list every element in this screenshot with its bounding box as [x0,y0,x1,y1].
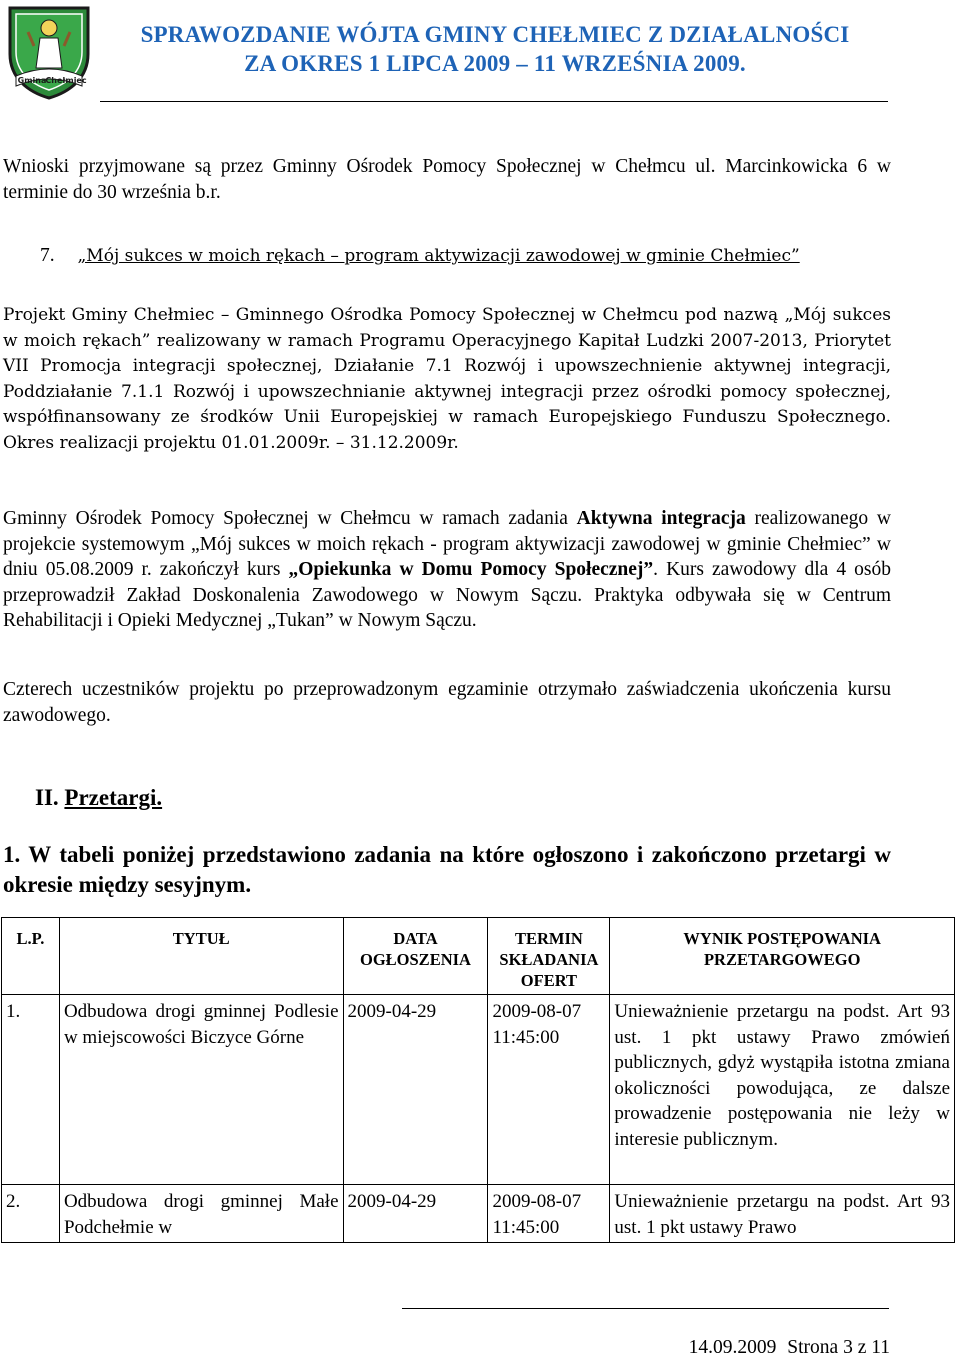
section-heading [35,785,162,811]
cell-result: Unieważnienie przetargu na podst. Art 93 ust. 1 pkt ustawy Prawo zmówień publicznych, gdyż wystąpiła istotna zmiana okoliczności powodująca, ze dalsze prowadzenie postępowania nie leży w interesie publicznym. [610,995,955,1185]
cell-title: Odbudowa drogi gminnej Małe Podchełmie w [59,1185,343,1243]
course-task-name: Aktywna integracja [576,508,746,529]
footer-divider [402,1308,889,1309]
course-text-e: . Kurs zawodowy dla 4 osób przeprowadził Zakład Doskonalenia Zawodowego w Nowym Sączu. Praktyka odbywała się w Centrum Rehabilitacji i Opieki Medycznej „Tukan” w Nowym Sączu. [3,559,891,631]
footer-date: 14.09.2009 [688,1337,777,1358]
table-header-row [2,918,955,995]
cell-title: Odbudowa drogi gminnej Podlesie w miejscowości Biczyce Górne [59,995,343,1185]
cell-lp: 2. [2,1185,60,1243]
paragraph-applications: Wnioski przyjmowane są przez Gminny Ośrodek Pomocy Społecznej w Chełmcu ul. Marcinkowicka 6 w terminie do 30 września b.r. [3,156,891,203]
paragraph-participants: Czterech uczestników projektu po przeprowadzonym egzaminie otrzymało zaświadczenia ukończenia kursu zawodowego. [3,679,891,726]
tenders-table [1,917,955,1243]
section-title: Przetargi. [64,785,163,810]
title-line-2: ZA OKRES 1 LIPCA 2009 – 11 WRZEŚNIA 2009. [244,51,746,76]
col-header-deadline: TERMIN SKŁADANIA OFERT [488,918,610,995]
table-row [2,995,955,1185]
course-text-c: realizowanego w projekcie systemowym „Mój sukces w moich rękach - program aktywizacji zawodowej w gminie Chełmiec” w dniu 05.08.2009 r. zakończył kurs [3,508,891,580]
page-header [0,0,960,105]
document-title [100,20,890,78]
cell-announce-date: 2009-04-29 [343,1185,488,1243]
paragraph-project: Projekt Gminy Chełmiec – Gminnego Ośrodka Pomocy Społecznej w Chełmcu pod nazwą „Mój sukces w moich rękach” realizowany w ramach Programu Operacyjnego Kapitał Ludzki 2007-2013, Priorytet VII Promocja integracji społecznej, Działanie 7.1 Rozwój i upowszechnienie aktywnej integracji, Poddziałanie 7.1.1 Rozwój i upowszechnianie aktywnej integracji przez ośrodki pomocy społecznej, współfinansowany ze środków Unii Europejskiej w ramach Europejskiego Funduszu Społecznego. Okres realizacji projektu 01.01.2009r. – 31.12.2009r. [3,305,891,453]
cell-result: Unieważnienie przetargu na podst. Art 93 ust. 1 pkt ustawy Prawo [610,1185,955,1243]
title-line-1: SPRAWOZDANIE WÓJTA GMINY CHEŁMIEC Z DZIAŁALNOŚCI [140,22,850,47]
cell-deadline: 2009-08-07 11:45:00 [488,1185,610,1243]
crest-text-right: Chełmiec [45,76,87,85]
col-header-result: WYNIK POSTĘPOWANIA PRZETARGOWEGO [610,918,955,995]
col-header-announce-date: DATA OGŁOSZENIA [343,918,488,995]
paragraph-course [3,506,891,634]
course-text-a: Gminny Ośrodek Pomocy Społecznej w Chełmcu w ramach zadania [3,508,577,529]
cell-deadline: 2009-08-07 11:45:00 [488,995,610,1185]
crest-text-left: Gmina [17,76,47,85]
item-7-number: 7. [40,245,55,266]
item-7-title: „Mój sukces w moich rękach – program aktywizacji zawodowej w gminie Chełmiec” [77,246,800,266]
cell-announce-date: 2009-04-29 [343,995,488,1185]
col-header-lp: L.P. [2,918,60,995]
cell-lp: 1. [2,995,60,1185]
table-row [2,1185,955,1243]
tenders-intro: 1. W tabeli poniżej przedstawiono zadania na które ogłoszono i zakończono przetargi w okresie między sesyjnym. [3,842,891,897]
col-header-title: TYTUŁ [59,918,343,995]
course-name: „Opiekunka w Domu Pomocy Społecznej” [288,559,654,580]
item-7-heading [40,243,890,270]
gmina-crest-icon [4,2,94,100]
footer-page-number: Strona 3 z 11 [787,1337,890,1358]
page-footer [600,1337,890,1359]
section-number: II. [35,785,59,810]
header-divider [100,101,888,102]
